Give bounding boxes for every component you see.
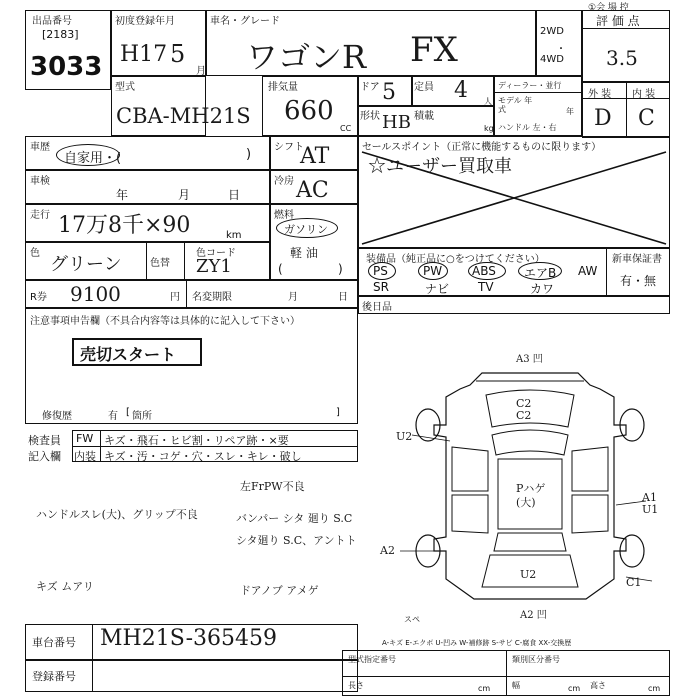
shift-label: シフト	[274, 142, 304, 153]
note-line: キズ ムアリ	[36, 580, 94, 593]
note-line: ハンドルスレ(大)、グリップ不良	[36, 508, 198, 521]
doors-label: ドア	[360, 82, 380, 93]
warranty-value: 有・無	[620, 274, 657, 288]
drive-dot: ・	[556, 44, 566, 55]
notes-label: 注意事項申告欄（不具合内容等は具体的に記入して下さい）	[30, 316, 300, 327]
mark-rear-small: スペ	[404, 615, 420, 624]
sales-points-text: ☆ユーザー買取車	[368, 156, 512, 177]
interior-items: キズ・汚・コゲ・穴・スレ・キレ・破し	[104, 450, 302, 463]
model-designation-label: 型式指定番号	[348, 655, 396, 664]
exterior-grade: D	[594, 106, 612, 131]
exterior-label: 外 装	[588, 89, 612, 100]
history-label: 車歴	[30, 142, 50, 153]
equip-pw: PW	[423, 264, 443, 278]
equip-aw: AW	[578, 264, 598, 278]
name-change-day: 日	[338, 292, 348, 303]
doors: 5	[382, 80, 396, 105]
kg-unit: kg	[484, 124, 494, 133]
mark-right-door: A1 U1	[642, 491, 659, 516]
shift: AT	[300, 144, 330, 169]
height-label: 高さ	[590, 681, 606, 690]
writer-label: 記入欄	[28, 450, 61, 463]
year-unit: 年	[566, 107, 574, 116]
warranty-label: 新車保証書	[612, 254, 662, 265]
shape: HB	[382, 112, 411, 133]
equip-airbag: エアB	[524, 266, 557, 280]
equip-abs: ABS	[472, 264, 496, 278]
capacity: 4	[454, 78, 468, 103]
mark-top: A3 凹	[516, 354, 543, 365]
drive-4wd: 4WD	[540, 54, 564, 65]
checker-label: 検査員	[28, 434, 61, 447]
rear-seat-box	[358, 296, 670, 314]
history-close: )	[246, 147, 252, 162]
equip-navi: ナビ	[425, 282, 450, 296]
capacity-label: 定員	[414, 82, 434, 93]
inspection-day: 日	[228, 188, 241, 202]
equip-sr: SR	[373, 280, 389, 294]
fuel-other-open: (	[278, 262, 283, 276]
fuel-other-close: )	[338, 262, 343, 276]
inspection-month: 月	[178, 188, 191, 202]
chassis-divider	[92, 624, 93, 660]
color: グリーン	[50, 254, 122, 275]
rating-label: 評 価 点	[596, 14, 640, 28]
sold-stamp-text: 売切スタート	[80, 345, 177, 364]
equip-tv: TV	[478, 280, 494, 294]
repair-open: [	[126, 407, 130, 418]
km-unit: km	[226, 230, 242, 241]
dealer-label: ディーラー・並行	[498, 81, 562, 90]
ac-label: 冷房	[274, 176, 294, 187]
repair-close: ]	[336, 407, 340, 418]
fw-label: FW	[76, 432, 94, 445]
category-class-label: 類別区分番号	[512, 655, 560, 664]
model-label: 型式	[115, 82, 135, 93]
mark-rear: U2	[520, 568, 537, 581]
note-line: 左FrPW不良	[240, 480, 305, 493]
color-label: 色	[30, 248, 40, 259]
recycle-divider	[186, 280, 187, 308]
displacement-label: 排気量	[268, 82, 298, 93]
load-label: 積載	[414, 111, 434, 122]
color-code: ZY1	[196, 256, 232, 277]
rear-seat-label: 後日品	[362, 302, 392, 313]
lot-code: [2183]	[42, 28, 79, 41]
note-line: バンパー シタ 廻り S.C	[236, 512, 353, 525]
displacement: 660	[284, 96, 334, 126]
recycle-label: R券	[30, 292, 47, 303]
recycle-yen: 円	[170, 292, 180, 303]
mileage-label: 走行	[30, 210, 50, 221]
month-unit: 月	[196, 66, 206, 77]
model-year-label: モデル 年式	[498, 96, 533, 114]
width-cm: cm	[568, 684, 581, 693]
mark-left-rear: A2	[380, 544, 395, 557]
interior-label: 内 装	[632, 89, 656, 100]
interior-row-label: 内装	[74, 450, 96, 463]
model-code: CBA-MH21S	[116, 104, 251, 128]
bottom-fields-divider	[506, 650, 507, 696]
mark-roof: Pハゲ (大)	[516, 482, 546, 509]
mileage: 17万8千×90	[58, 213, 191, 238]
handle-label: ハンドル 左・右	[498, 123, 557, 132]
color-divider-2	[184, 242, 185, 280]
repair-value: 有	[108, 411, 118, 422]
repair-location: 箇所	[132, 411, 152, 422]
lot-number: 3033	[30, 52, 103, 82]
shape-label: 形状	[360, 111, 380, 122]
car-name-label: 車名・グレード	[210, 16, 280, 27]
equipment-label: 装備品（純正品に○をつけてください）	[366, 254, 545, 265]
dealer-divider	[494, 92, 582, 93]
fuel-gasoline: ガソリン	[284, 223, 328, 236]
inspection-year: 年	[116, 188, 129, 202]
ext-int-divider	[626, 82, 627, 138]
mark-bottom: A2 凹	[520, 610, 547, 621]
cc-unit: CC	[340, 124, 352, 133]
venue-text: ①会 場 控	[588, 3, 629, 13]
equipment-divider	[606, 248, 607, 296]
first-reg-month: 5	[170, 40, 186, 68]
name-change-month: 月	[288, 292, 298, 303]
reg-label: 登録番号	[32, 670, 76, 683]
damage-legend: A-キズ E-エクボ U-凹み W-補修跡 S-サビ C-腐食 XX-交換歴	[382, 639, 572, 647]
width-label: 幅	[512, 681, 520, 690]
color-divider	[146, 242, 147, 280]
equip-kawa: カワ	[530, 282, 555, 296]
recycle-amount: 9100	[70, 282, 121, 306]
rating-value: 3.5	[606, 46, 638, 70]
history-value: 自家用・(	[64, 151, 122, 166]
height-cm: cm	[648, 684, 661, 693]
mark-left-front: U2	[396, 430, 413, 443]
mark-right-rear: C1	[626, 576, 642, 589]
ac: AC	[296, 178, 329, 203]
fuel-label: 燃料	[274, 210, 294, 221]
name-change-label: 名変期限	[192, 292, 232, 303]
car-name: ワゴンR	[246, 38, 367, 76]
first-reg-label: 初度登録年月	[115, 16, 175, 27]
lot-label: 出品番号	[32, 16, 72, 27]
first-reg-era-year: H17	[120, 42, 168, 67]
length-label: 長さ	[348, 681, 364, 690]
color-code-label: 色コード	[196, 248, 236, 259]
fuel-diesel: 軽 油	[290, 246, 318, 260]
inspection-label: 車検	[30, 176, 50, 187]
sales-points-label: セールスポイント（正常に機能するものに限ります）	[362, 142, 602, 153]
fw-vdivider	[100, 430, 101, 462]
chassis-value: MH21S-365459	[100, 626, 277, 651]
length-cm: cm	[478, 684, 491, 693]
note-line: シタ廻り S.C、アントト	[236, 534, 357, 547]
grade: FX	[410, 30, 458, 70]
note-line: ドアノブ アメゲ	[240, 584, 319, 597]
persons-unit: 人	[484, 97, 492, 106]
interior-grade: C	[638, 106, 655, 131]
repair-label: 修復歴	[42, 411, 72, 422]
equip-ps: PS	[373, 264, 388, 278]
fw-items: キズ・飛石・ヒビ割・リペア跡・×要	[104, 434, 289, 447]
repaint-label: 色替	[150, 258, 170, 269]
reg-divider	[92, 660, 93, 692]
chassis-label: 車台番号	[32, 636, 76, 649]
drive-2wd: 2WD	[540, 26, 564, 37]
bottom-fields-hdivider	[342, 676, 670, 677]
rating-divider	[582, 28, 670, 29]
mark-hood: C2 C2	[516, 397, 532, 422]
